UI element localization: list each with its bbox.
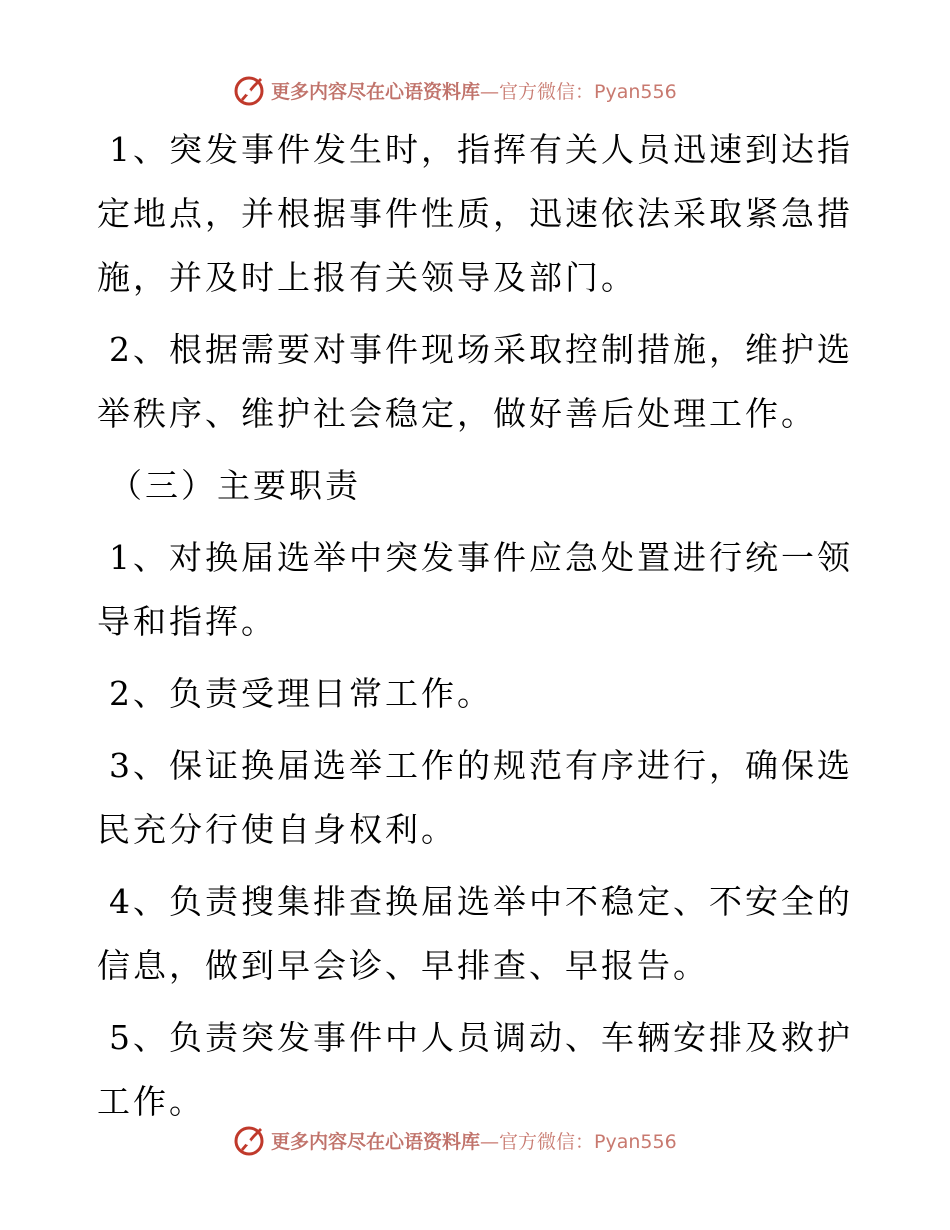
pen-nib-logo-icon — [233, 73, 267, 107]
banner-wechat-label: 官方微信： — [499, 1130, 595, 1153]
banner-wechat-id: Pyan556 — [594, 1130, 677, 1153]
banner-wechat-id: Pyan556 — [594, 80, 677, 103]
paragraph-1: 1、突发事件发生时，指挥有关人员迅速到达指定地点，并根据事件性质，迅速依法采取紧急措施，并及时上报有关领导及部门。 — [97, 130, 853, 297]
paragraph-3: 1、对换届选举中突发事件应急处置进行统一领导和指挥。 — [97, 538, 853, 641]
paragraph-2: 2、根据需要对事件现场采取控制措施，维护选举秩序、维护社会稳定，做好善后处理工作。 — [97, 330, 853, 433]
section-heading: （三）主要职责 — [109, 466, 361, 505]
banner-text — [271, 77, 677, 104]
banner-site-text: 更多内容尽在心语资料库 — [271, 80, 481, 103]
banner-dash: — — [480, 80, 500, 103]
footer-banner — [233, 1120, 677, 1160]
header-banner — [233, 70, 677, 110]
paragraph-6: 4、负责搜集排查换届选举中不稳定、不安全的信息，做到早会诊、早排查、早报告。 — [97, 882, 853, 985]
banner-site-text: 更多内容尽在心语资料库 — [271, 1130, 481, 1153]
banner-dash: — — [480, 1130, 500, 1153]
banner-wechat-label: 官方微信： — [499, 80, 595, 103]
paragraph-4: 2、负责受理日常工作。 — [109, 674, 493, 713]
document-body — [97, 118, 857, 1142]
pen-nib-logo-icon — [233, 1123, 267, 1157]
paragraph-7: 5、负责突发事件中人员调动、车辆安排及救护工作。 — [97, 1018, 853, 1121]
paragraph-5: 3、保证换届选举工作的规范有序进行，确保选民充分行使自身权利。 — [97, 746, 853, 849]
banner-text — [271, 1127, 677, 1154]
